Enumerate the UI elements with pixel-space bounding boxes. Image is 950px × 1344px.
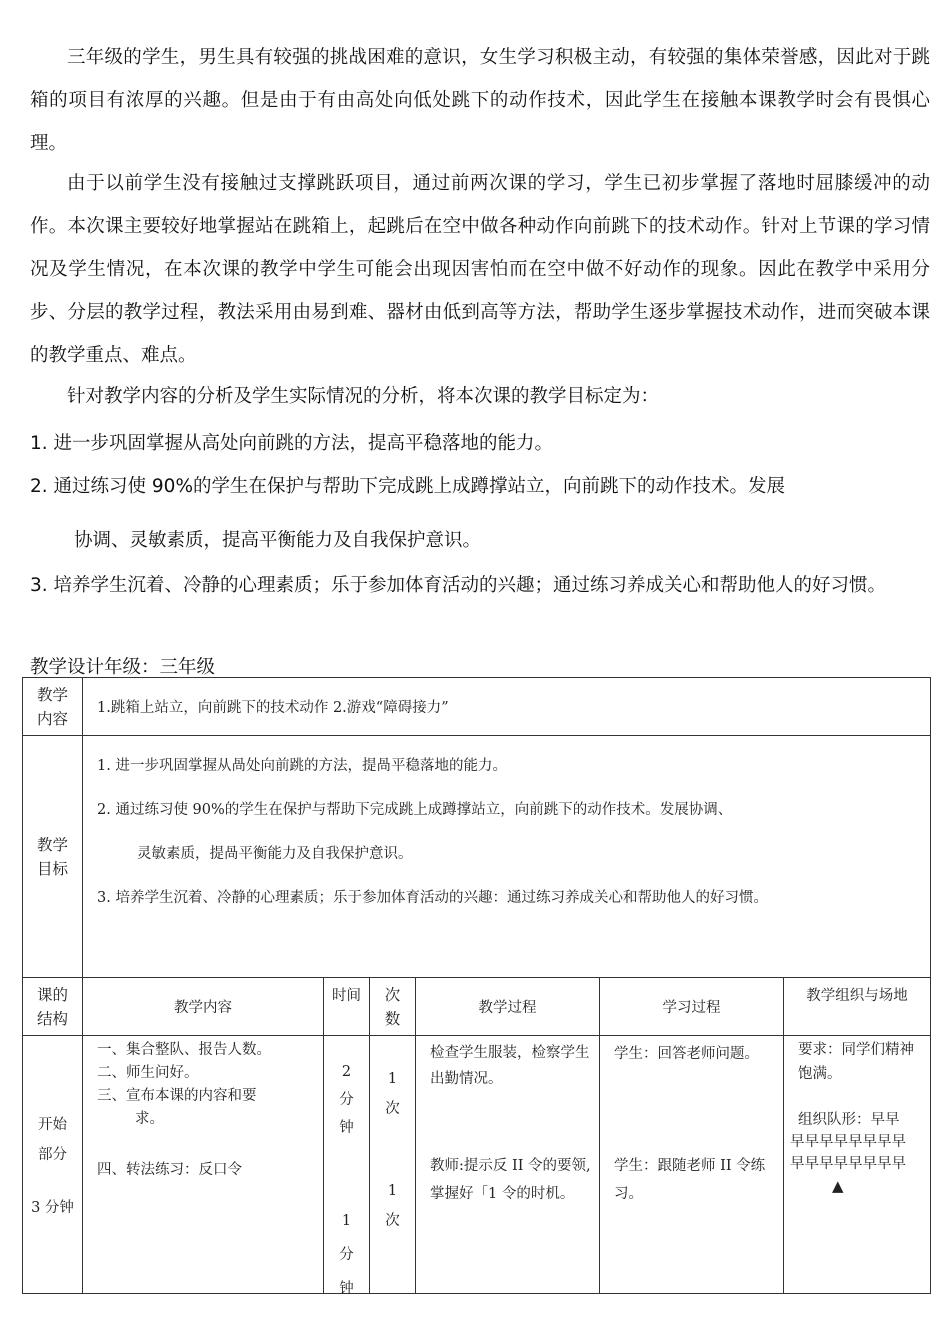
header-teaching-process: 教学过程	[416, 978, 600, 1036]
header-content: 教学内容	[83, 978, 324, 1036]
objective-item-2: 2. 通过练习使 90%的学生在保护与帮助下完成跳上成蹲撑站立，向前跳下的动作技术。发展	[30, 476, 786, 497]
goal-line-4: 3. 培养学生沉着、冷静的心理素质；乐于参加体育活动的兴趣：通过练习养成关心和帮助他人的好习惯。	[97, 890, 768, 906]
teacher-position-marker: ▲	[832, 1177, 844, 1195]
start-teaching-2: 教师:提示反 II 令的要领, 掌握好「1 令的时机。	[430, 1158, 591, 1202]
table-header-row	[23, 978, 931, 1036]
start-learning-cell	[600, 1036, 784, 1294]
content-label: 教学 内容	[23, 678, 83, 736]
goal-line-1: 1. 进一步巩固掌握从咼处向前跳的方法，提咼平稳落地的能力。	[97, 758, 507, 774]
start-time-2: 1 分 钟	[339, 1213, 354, 1297]
start-organization-cell	[784, 1036, 931, 1294]
org-requirement: 要求：同学们精神饱满。	[798, 1042, 914, 1082]
objective-item-3: 3. 培养学生沉着、冷静的心理素质；乐于参加体育活动的兴趣；通过练习养成关心和帮助他人的好习惯。	[30, 575, 887, 596]
goal-label: 教学 目标	[23, 736, 83, 978]
org-formation-label: 组织队形：	[798, 1112, 871, 1128]
goal-line-3: 灵敏素质，提咼平衡能力及自我保护意识。	[137, 846, 413, 862]
start-content-item-2: 二、师生问好。	[97, 1065, 199, 1081]
org-formation-row-1: 早早	[870, 1112, 900, 1128]
start-content-cell	[83, 1036, 324, 1294]
header-count: 次 数	[370, 978, 416, 1036]
org-formation-row-3: 早早早早早早早早	[790, 1156, 906, 1172]
objective-item-1: 1. 进一步巩固掌握从高处向前跳的方法，提高平稳落地的能力。	[30, 433, 554, 454]
paragraph-content-analysis: 由于以前学生没有接触过支撑跳跃项目，通过前两次课的学习，学生已初步掌握了落地时屈膝缓冲的动作。本次课主要较好地掌握站在跳箱上，起跳后在空中做各种动作向前跳下的技术动作。针对上节课的学习情况及学生情况，在本次课的教学中学生可能会出现因害怕而在空中做不好动作的现象。因此在教学中采用分步、分层的教学过程，教法采用由易到难、器材由低到高等方法，帮助学生逐步掌握技术动作，进而突破本课的教学重点、难点。	[30, 173, 930, 366]
header-learning-process: 学习过程	[600, 978, 784, 1036]
start-time-cell	[324, 1036, 370, 1297]
paragraph-student-analysis: 三年级的学生，男生具有较强的挑战困难的意识，女生学习积极主动，有较强的集体荣誉感，因此对于跳箱的项目有浓厚的兴趣。但是由于有由高处向低处跳下的动作技术，因此学生在接触本课教学时会有畏惧心理。	[30, 47, 930, 154]
header-organization: 教学组织与场地	[784, 978, 931, 1036]
header-time: 时间	[324, 978, 370, 1036]
start-learning-1: 学生：回答老师问题。	[614, 1046, 759, 1062]
start-duration: 3 分钟	[31, 1200, 74, 1216]
goal-line-2: 2. 通过练习使 90%的学生在保护与帮助下完成跳上成蹲撑站立，向前跳下的动作技术。发展协调、	[97, 802, 733, 818]
start-content-item-3: 三、宣布本课的内容和要	[97, 1088, 257, 1104]
start-teaching-cell	[416, 1036, 600, 1294]
start-structure-label: 开始 部分	[38, 1117, 67, 1163]
content-text: 1.跳箱上站立，向前跳下的技术动作 2.游戏“障碍接力”	[83, 678, 931, 736]
start-content-item-1: 一、集合整队、报告人数。	[97, 1042, 271, 1058]
start-time-1: 2 分 钟	[339, 1064, 354, 1136]
start-content-item-4: 四、转法练习：反口令	[97, 1162, 242, 1178]
paragraph-objective-intro: 针对教学内容的分析及学生实际情况的分析，将本次课的教学目标定为：	[67, 386, 660, 407]
start-count-2: 1 次	[385, 1183, 400, 1229]
design-heading: 教学设计年级：三年级	[30, 657, 216, 678]
lesson-plan-table	[22, 677, 931, 1297]
start-structure-cell	[23, 1036, 83, 1294]
table-row-content	[23, 678, 931, 736]
start-teaching-1: 检查学生服装，检察学生出勤情况。	[430, 1045, 590, 1087]
start-content-item-3-continued: 求。	[135, 1111, 164, 1127]
table-row-start-section	[23, 1036, 931, 1294]
org-formation-row-2: 早早早早早早早早	[790, 1134, 906, 1150]
objective-item-2-continued: 协调、灵敏素质，提高平衡能力及自我保护意识。	[74, 530, 482, 551]
start-learning-2: 学生：跟随老师 II 令练习。	[614, 1158, 766, 1202]
start-count-cell	[370, 1036, 416, 1294]
org-formation-line	[798, 1108, 900, 1132]
table-row-goals	[23, 736, 931, 978]
goal-cell	[83, 736, 931, 978]
header-structure: 课的 结构	[23, 978, 83, 1036]
start-count-1: 1 次	[385, 1071, 400, 1117]
